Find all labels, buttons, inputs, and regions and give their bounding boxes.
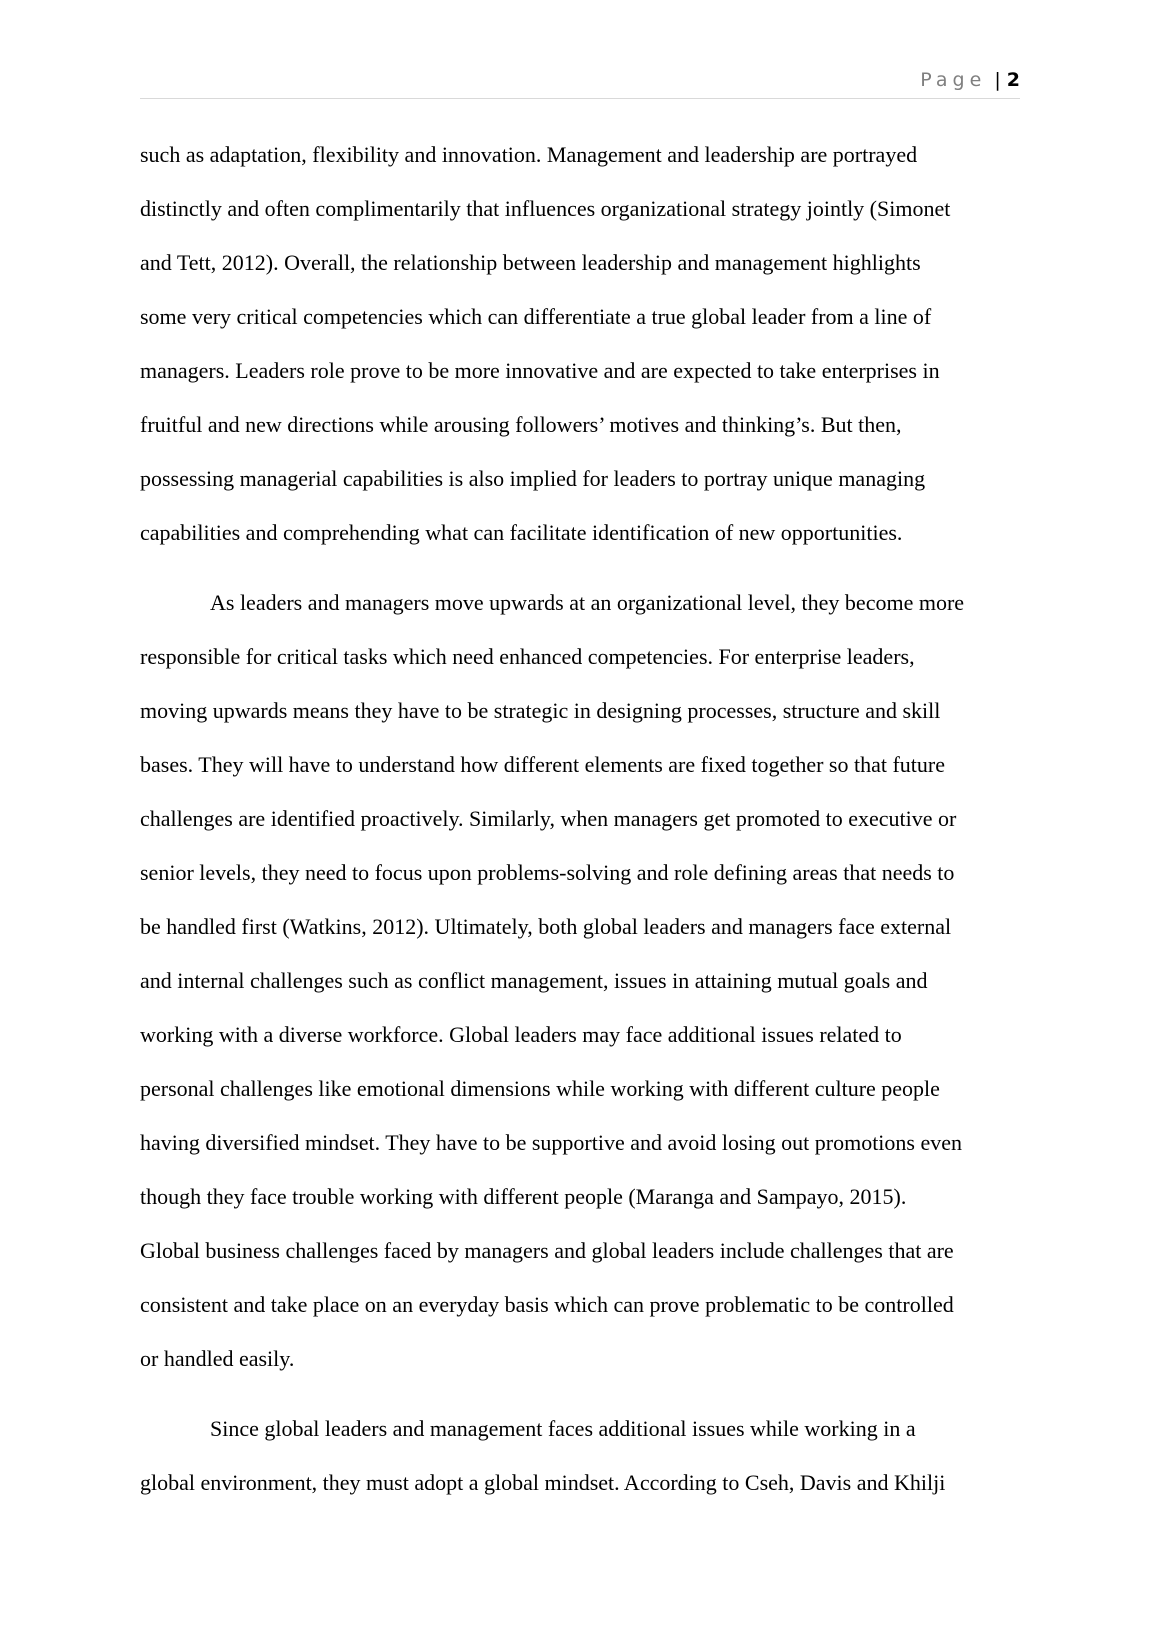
text-line: bases. They will have to understand how different elements are fixed together so that future [140,752,945,777]
text-line: responsible for critical tasks which need enhanced competencies. For enterprise leaders, [140,644,915,669]
text-line: As leaders and managers move upwards at an organizational level, they become more [210,590,965,615]
text-line: though they face trouble working with different people (Maranga and Sampayo, 2015). [140,1184,907,1209]
text-line: distinctly and often complimentarily that influences organizational strategy jointly (Simonet [140,196,951,221]
text-line: managers. Leaders role prove to be more innovative and are expected to take enterprises in [140,358,940,383]
text-line: having diversified mindset. They have to be supportive and avoid losing out promotions even [140,1130,963,1155]
text-line: global environment, they must adopt a global mindset. According to Cseh, Davis and Khilji [140,1470,946,1495]
body-text [140,128,1020,1526]
page-header [140,62,1020,99]
text-line: capabilities and comprehending what can facilitate identification of new opportunities. [140,520,903,545]
paragraph [140,1402,1020,1510]
text-line: possessing managerial capabilities is also implied for leaders to portray unique managing [140,466,926,491]
text-line: moving upwards means they have to be strategic in designing processes, structure and skill [140,698,941,723]
text-line: working with a diverse workforce. Global leaders may face additional issues related to [140,1022,902,1047]
text-line: some very critical competencies which can differentiate a true global leader from a line of [140,304,932,329]
text-line: Global business challenges faced by managers and global leaders include challenges that are [140,1238,954,1263]
text-line: Since global leaders and management faces additional issues while working in a [210,1416,916,1441]
text-line: fruitful and new directions while arousing followers’ motives and thinking’s. But then, [140,412,902,437]
text-line: or handled easily. [140,1346,295,1371]
text-line: be handled first (Watkins, 2012). Ultimately, both global leaders and managers face external [140,914,952,939]
text-line: such as adaptation, flexibility and innovation. Management and leadership are portrayed [140,142,918,167]
text-line: personal challenges like emotional dimensions while working with different culture people [140,1076,940,1101]
text-line: consistent and take place on an everyday basis which can prove problematic to be controlled [140,1292,954,1317]
page-number: 2 [1006,69,1020,91]
page-label: Page [920,69,987,91]
text-line: and internal challenges such as conflict management, issues in attaining mutual goals and [140,968,928,993]
text-line: senior levels, they need to focus upon problems-solving and role defining areas that needs to [140,860,955,885]
paragraph [140,576,1020,1386]
paragraph [140,128,1020,560]
text-line: challenges are identified proactively. Similarly, when managers get promoted to executive or [140,806,957,831]
page-separator: | [994,69,1001,91]
text-line: and Tett, 2012). Overall, the relationship between leadership and management highlights [140,250,921,275]
